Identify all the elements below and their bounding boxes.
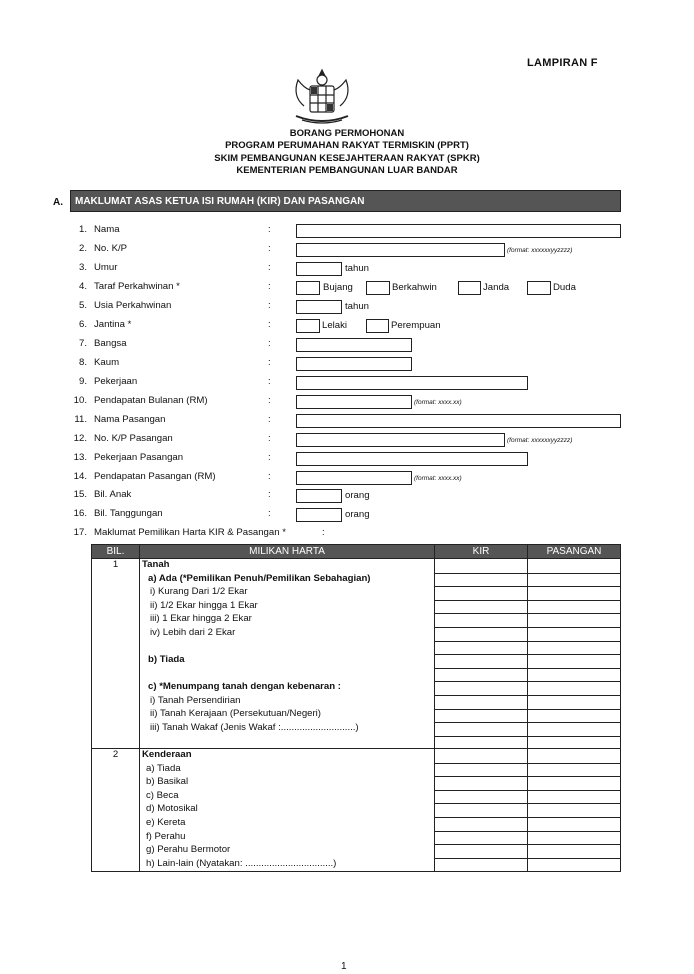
bil-anak-input[interactable]: [296, 489, 342, 503]
field-row-bangsa: 7. Bangsa :: [0, 338, 694, 352]
sub-heading-tiada: b) Tiada: [148, 654, 185, 665]
field-label: Pendapatan Bulanan (RM): [94, 395, 208, 406]
field-label: Bil. Anak: [94, 489, 132, 500]
section-title: MAKLUMAT ASAS KETUA ISI RUMAH (KIR) DAN PASANGAN: [75, 196, 365, 207]
field-row-nama-pasangan: 11. Nama Pasangan :: [0, 414, 694, 428]
field-row-harta: 17. Maklumat Pemilikan Harta KIR & Pasangan * :: [73, 527, 325, 538]
nokp-pasangan-input[interactable]: [296, 433, 505, 447]
ministry-title: KEMENTERIAN PEMBANGUNAN LUAR BANDAR: [236, 165, 458, 177]
property-table: [91, 544, 621, 872]
page-number: 1: [341, 961, 347, 972]
section-header-bar: [70, 190, 621, 212]
list-item: g) Perahu Bermotor: [146, 844, 231, 856]
field-row-pekerjaan: 9. Pekerjaan :: [0, 376, 694, 390]
perempuan-checkbox[interactable]: [366, 319, 389, 333]
list-item: i) Kurang Dari 1/2 Ekar: [150, 586, 248, 598]
format-hint: (format: xxxx.xx): [414, 475, 462, 482]
nama-pasangan-input[interactable]: [296, 414, 621, 428]
pasangan-kenderaan-cells[interactable]: [528, 749, 621, 872]
janda-checkbox[interactable]: [458, 281, 481, 295]
table-header-row: [92, 545, 621, 559]
field-label: Pekerjaan: [94, 376, 138, 387]
col-header-milikan: MILIKAN HARTA: [140, 545, 435, 559]
option-label: Perempuan: [391, 320, 441, 331]
umur-input[interactable]: [296, 262, 342, 276]
field-row-pekerjaan-pasangan: 13. Pekerjaan Pasangan :: [0, 452, 694, 466]
form-title-block: [0, 128, 694, 178]
list-item: e) Kereta: [146, 817, 186, 828]
nokp-input[interactable]: [296, 243, 505, 257]
field-label: Nama: [94, 224, 120, 235]
list-item: d) Motosikal: [146, 803, 198, 815]
field-label: Kaum: [94, 357, 120, 368]
field-label: Bil. Tanggungan: [94, 508, 163, 519]
pekerjaan-input[interactable]: [296, 376, 528, 390]
list-item: f) Perahu: [146, 830, 186, 842]
field-label: Pekerjaan Pasangan: [94, 452, 184, 463]
bangsa-input[interactable]: [296, 338, 412, 352]
usia-input[interactable]: [296, 300, 342, 314]
coat-of-arms-icon: [282, 66, 362, 130]
field-row-pendapatan: 10. Pendapatan Bulanan (RM) : (format: xxxx.xx): [0, 395, 694, 409]
field-label: Pendapatan Pasangan (RM): [94, 471, 216, 482]
table-row: [92, 559, 621, 749]
pendapatan-input[interactable]: [296, 395, 412, 409]
kir-kenderaan-cells[interactable]: [435, 749, 528, 872]
group-title-kenderaan: Kenderaan: [142, 749, 192, 760]
field-row-nokp-pasangan: 12. No. K/P Pasangan : (format: xxxxxxyyzzzz): [0, 433, 694, 447]
list-item: iii) Tanah Wakaf (Jenis Wakaf :............................): [150, 721, 359, 733]
field-label: Maklumat Pemilikan Harta KIR & Pasangan *: [94, 527, 286, 538]
list-item: ii) Tanah Kerajaan (Persekutuan/Negeri): [150, 708, 322, 720]
field-row-kaum: 8. Kaum :: [0, 357, 694, 371]
field-label: Jantina *: [94, 319, 132, 330]
field-row-bil-tanggungan: 16. Bil. Tanggungan : orang: [73, 508, 370, 520]
lelaki-checkbox[interactable]: [296, 319, 320, 333]
pasangan-tanah-cells[interactable]: [528, 559, 621, 749]
option-label: Bujang: [323, 282, 353, 293]
pekerjaan-pasangan-input[interactable]: [296, 452, 528, 466]
format-hint: (format: xxxx.xx): [414, 399, 462, 406]
format-hint: (format: xxxxxxyyzzzz): [507, 437, 573, 444]
field-row-bil-anak: 15. Bil. Anak : orang: [73, 489, 370, 501]
program-title: PROGRAM PERUMAHAN RAKYAT TERMISKIN (PPRT): [225, 140, 469, 152]
field-label: Taraf Perkahwinan *: [94, 281, 180, 292]
annex-label: LAMPIRAN F: [527, 57, 598, 69]
list-item: iv) Lebih dari 2 Ekar: [150, 627, 236, 638]
field-label: Umur: [94, 262, 118, 273]
unit-label: orang: [345, 490, 370, 501]
option-label: Berkahwin: [392, 282, 437, 293]
scheme-title: SKIM PEMBANGUNAN KESEJAHTERAAN RAKYAT (SPKR): [214, 152, 480, 164]
bujang-checkbox[interactable]: [296, 281, 320, 295]
section-letter: A.: [53, 197, 63, 208]
sub-heading-menumpang: c) *Menumpang tanah dengan kebenaran :: [148, 681, 341, 692]
unit-label: tahun: [345, 301, 370, 312]
field-row-nama: 1. Nama :: [0, 224, 694, 238]
field-label: No. K/P: [94, 243, 128, 254]
group-title-tanah: Tanah: [142, 559, 170, 570]
list-item: a) Tiada: [146, 762, 181, 774]
kenderaan-items-cell: [140, 749, 435, 872]
kaum-input[interactable]: [296, 357, 412, 371]
field-label: Bangsa: [94, 338, 127, 349]
row-number: 1: [92, 559, 140, 749]
field-label: Usia Perkahwinan: [94, 300, 172, 311]
sub-heading-ada: a) Ada (*Pemilikan Penuh/Pemilikan Sebahagian): [148, 572, 371, 584]
field-row-nokp: 2. No. K/P : (format: xxxxxxyyzzzz): [0, 243, 694, 257]
berkahwin-checkbox[interactable]: [366, 281, 390, 295]
option-label: Janda: [483, 282, 510, 293]
format-hint: (format: xxxxxxyyzzzz): [507, 247, 573, 254]
field-row-pendapatan-pasangan: 14. Pendapatan Pasangan (RM) : (format: xxxx.xx): [0, 471, 694, 485]
duda-checkbox[interactable]: [527, 281, 551, 295]
table-row: [92, 749, 621, 872]
field-row-usia: 5. Usia Perkahwinan : tahun: [78, 300, 370, 312]
pendapatan-pasangan-input[interactable]: [296, 471, 412, 485]
unit-label: orang: [345, 509, 370, 520]
kir-tanah-cells[interactable]: [435, 559, 528, 749]
field-row-taraf: 4. Taraf Perkahwinan * : Bujang Berkahwin Janda Duda: [78, 281, 576, 293]
list-item: iii) 1 Ekar hingga 2 Ekar: [150, 613, 252, 625]
form-title: BORANG PERMOHONAN: [289, 128, 405, 139]
field-row-jantina: 6. Jantina * : Lelaki Perempuan: [78, 319, 441, 331]
col-header-pasangan: PASANGAN: [528, 545, 621, 559]
bil-tanggungan-input[interactable]: [296, 508, 342, 522]
list-item: i) Tanah Persendirian: [150, 694, 241, 706]
list-item: ii) 1/2 Ekar hingga 1 Ekar: [150, 599, 258, 611]
list-item: h) Lain-lain (Nyatakan: .................................): [146, 857, 337, 869]
col-header-bil: BIL.: [92, 545, 140, 559]
row-number: 2: [92, 749, 140, 872]
unit-label: tahun: [345, 263, 370, 274]
list-item: b) Basikal: [146, 776, 189, 788]
field-label: Nama Pasangan: [94, 414, 166, 425]
option-label: Duda: [553, 282, 576, 293]
field-label: No. K/P Pasangan: [94, 433, 173, 444]
col-header-kir: KIR: [435, 545, 528, 559]
tanah-items-cell: [140, 559, 435, 749]
list-item: c) Beca: [146, 789, 179, 801]
field-row-umur: 3. Umur : tahun: [78, 262, 370, 274]
nama-input[interactable]: [296, 224, 621, 238]
option-label: Lelaki: [322, 320, 348, 331]
